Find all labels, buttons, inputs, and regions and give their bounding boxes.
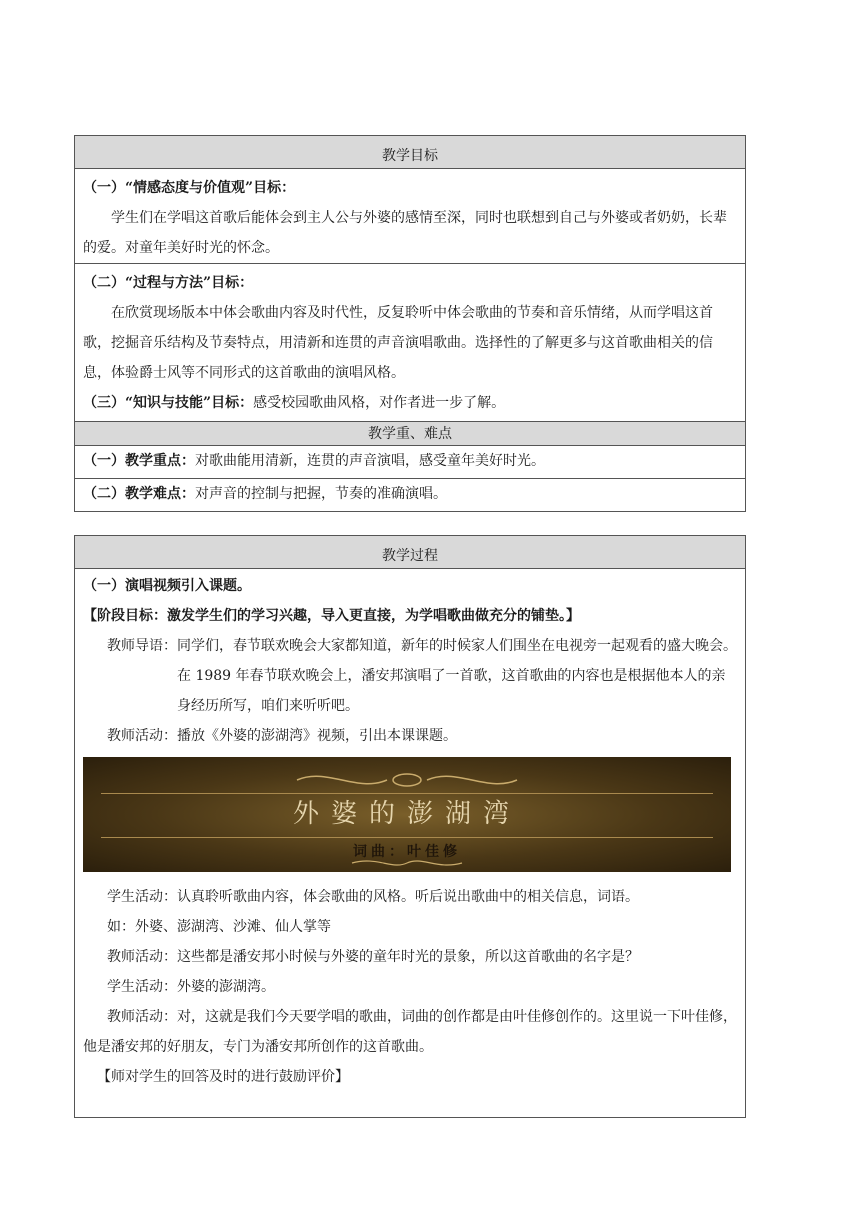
stage-goal: 【阶段目标：激发学生们的学习兴趣，导入更直接，为学唱歌曲做充分的铺垫。】	[83, 608, 580, 624]
difficulty-cell	[75, 479, 745, 511]
teacher-activity-1: 教师活动：播放《外婆的澎湖湾》视频，引出本课课题。	[107, 728, 457, 744]
ornament-bottom-icon	[347, 856, 467, 870]
song-title-banner	[83, 757, 731, 872]
key-point-title: （一）教学重点：	[83, 453, 195, 469]
teacher-guide-label: 教师导语：	[107, 638, 177, 654]
example-words: 如：外婆、澎湖湾、沙滩、仙人掌等	[107, 919, 331, 935]
banner-lyricist: 词曲：叶佳修	[353, 844, 461, 860]
banner-divider-top	[101, 793, 713, 794]
table-header-key-points: 教学重、难点	[75, 422, 745, 446]
teacher-activity-3: 教师活动：对，这就是我们今天要学唱的歌曲，词曲的创作都是由叶佳修创作的。这里说一下叶佳修，他是潘安邦的好朋友，专门为潘安邦所创作的这首歌曲。	[83, 1009, 737, 1055]
goal-emotion-cell	[75, 169, 745, 264]
goal-emotion-text: 学生们在学唱这首歌后能体会到主人公与外婆的感情至深，同时也联想到自己与外婆或者奶奶，长辈的爱。对童年美好时光的怀念。	[83, 210, 727, 256]
teaching-goals-table	[74, 135, 746, 512]
goal-skill-title: （三）“知识与技能”目标：	[83, 395, 254, 411]
difficulty-text: 对声音的控制与把握，节奏的准确演唱。	[195, 486, 447, 502]
banner-song-title: 外婆的澎湖湾	[292, 799, 521, 829]
student-activity-1: 学生活动：认真聆听歌曲内容，体会歌曲的风格。听后说出歌曲中的相关信息，词语。	[107, 889, 639, 905]
teaching-process-table	[74, 535, 746, 1118]
student-activity-2: 学生活动：外婆的澎湖湾。	[107, 979, 275, 995]
teacher-guide-text: 同学们，春节联欢晚会大家都知道，新年的时候家人们围坐在电视旁一起观看的盛大晚会。在 1989 年春节联欢晚会上，潘安邦演唱了一首歌，这首歌曲的内容也是根据他本人的亲身经历所写，咱们来听听吧。	[177, 638, 737, 714]
difficulty-title: （二）教学难点：	[83, 486, 195, 502]
teacher-activity-2: 教师活动：这些都是潘安邦小时候与外婆的童年时光的景象，所以这首歌曲的名字是？	[107, 949, 639, 965]
goal-skill-text: 感受校园歌曲风格，对作者进一步了解。	[253, 395, 506, 411]
goal-emotion-title: （一）“情感态度与价值观”目标：	[83, 180, 296, 196]
teacher-guide	[83, 631, 737, 721]
process-content-cell	[75, 569, 745, 1092]
goal-process-title: （二）“过程与方法”目标：	[83, 275, 254, 291]
feedback-note: 【师对学生的回答及时的进行鼓励评价】	[97, 1069, 349, 1085]
table-header-teaching-process: 教学过程	[75, 536, 745, 569]
key-point-cell	[75, 446, 745, 479]
goal-process-cell	[75, 264, 745, 422]
goal-process-text: 在欣赏现场版本中体会歌曲内容及时代性，反复聆听中体会歌曲的节奏和音乐情绪，从而学唱这首歌，挖掘音乐结构及节奏特点，用清新和连贯的声音演唱歌曲。选择性的了解更多与这首歌曲相关的信息，体验爵士风等不同形式的这首歌曲的演唱风格。	[83, 305, 713, 381]
ornament-top-icon	[287, 767, 527, 793]
key-point-text: 对歌曲能用清新，连贯的声音演唱，感受童年美好时光。	[195, 453, 545, 469]
step1-title: （一）演唱视频引入课题。	[83, 578, 251, 594]
table-header-teaching-goals: 教学目标	[75, 136, 745, 169]
